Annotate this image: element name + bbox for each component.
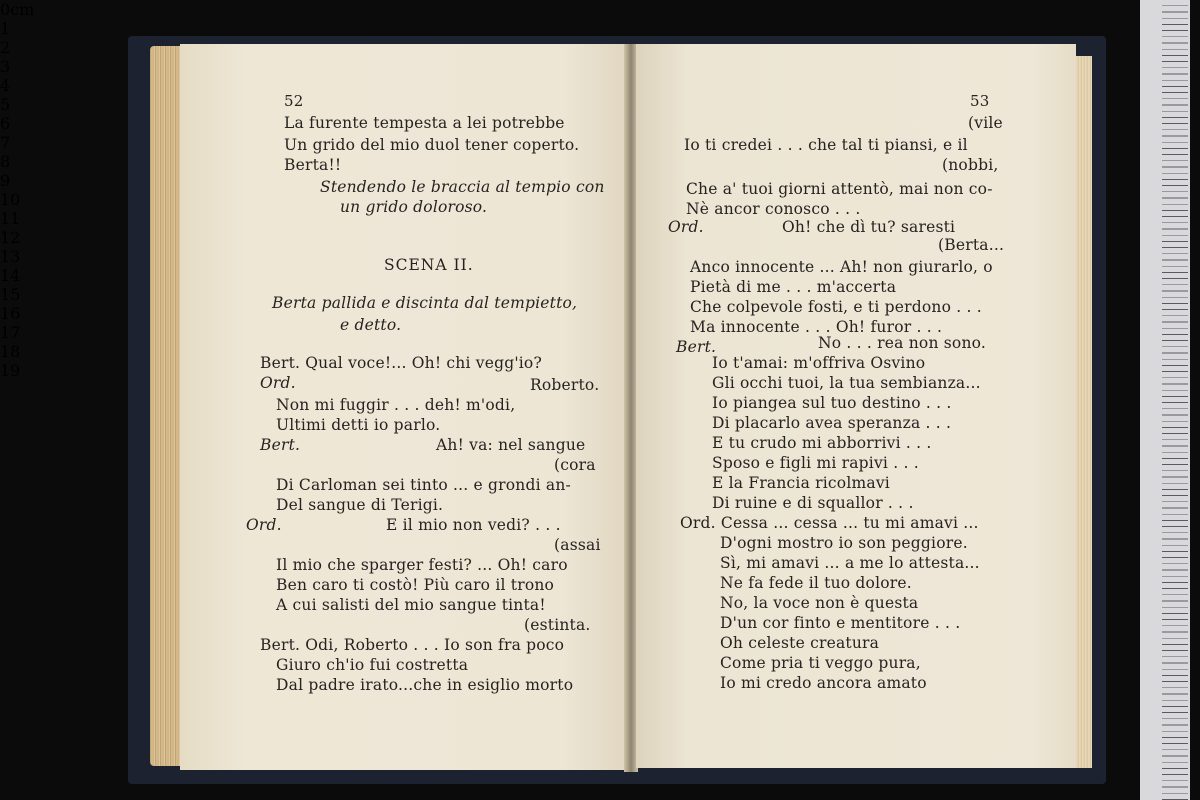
dialogue-line: Anco innocente ... Ah! non giurarlo, o [690,258,993,276]
dialogue-line: Non mi fuggir . . . deh! m'odi, [276,396,516,414]
ruler-label: 0cm [0,0,35,19]
dialogue-line: D'un cor finto e mentitore . . . [720,614,961,632]
dialogue-line: Oh celeste creatura [720,634,880,652]
dialogue-line: Io t'amai: m'offriva Osvino [712,354,926,372]
dialogue-line: (cora [554,456,596,474]
ruler-label: 10 [0,190,21,209]
dialogue-line: Il mio che sparger festi? ... Oh! caro [276,556,568,574]
dialogue-line: Ultimi detti io parlo. [276,416,441,434]
dialogue-line: E il mio non vedi? . . . [386,516,561,534]
dialogue-line: Io piangea sul tuo destino . . . [712,394,952,412]
ruler-label: 4 [0,76,11,95]
ruler-label: 19 [0,361,21,380]
dialogue-line: E tu crudo mi abborrivi . . . [712,434,932,452]
dialogue-line: (estinta. [524,616,591,634]
dialogue-line: (Berta... [938,236,1005,254]
right-page [636,44,1076,768]
dialogue-line: Oh! che dì tu? saresti [782,218,956,236]
dialogue-line: Io mi credo ancora amato [720,674,927,692]
dialogue-line: (nobbi, [942,156,999,174]
dialogue-line: Ne fa fede il tuo dolore. [720,574,912,592]
dialogue-line: Del sangue di Terigi. [276,496,444,514]
ruler-label: 11 [0,209,21,228]
speaker-label: Ord. [260,374,296,392]
page-number: 53 [970,92,990,110]
dialogue-line: Ah! va: nel sangue [436,436,586,454]
page-number: 52 [284,92,304,110]
ruler-label: 2 [0,38,11,57]
dialogue-line: No, la voce non è questa [720,594,919,612]
dialogue-line: Gli occhi tuoi, la tua sembianza... [712,374,981,392]
dialogue-line: Ord. Cessa ... cessa ... tu mi amavi ... [680,514,979,532]
text-line: La furente tempesta a lei potrebbe [284,114,565,132]
dialogue-line: D'ogni mostro io son peggiore. [720,534,968,552]
dialogue-line: Che a' tuoi giorni attentò, mai non co- [686,180,993,198]
ruler-label: 9 [0,171,11,190]
ruler-label: 17 [0,323,21,342]
speaker-label: Ord. [668,218,704,236]
dialogue-line: Di placarlo avea speranza . . . [712,414,952,432]
ruler-label: 13 [0,247,21,266]
measurement-ruler [1140,0,1190,800]
ruler-label: 7 [0,133,11,152]
dialogue-line: E la Francia ricolmavi [712,474,890,492]
dialogue-line: (assai [554,536,601,554]
left-page [180,44,630,770]
ruler-label: 12 [0,228,21,247]
dialogue-line: Di Carloman sei tinto ... e grondi an- [276,476,571,494]
stage-direction: Berta pallida e discinta dal tempietto, [272,294,578,312]
dialogue-line: A cui salisti del mio sangue tinta! [276,596,546,614]
text-line: Berta!! [284,156,342,174]
ruler-scale [1162,0,1188,800]
speaker-label: Bert. [260,436,301,454]
ruler-label: 18 [0,342,21,361]
dialogue-line: (vile [968,114,1003,132]
dialogue-line: Ben caro ti costò! Più caro il trono [276,576,555,594]
dialogue-line: Roberto. [530,376,600,394]
dialogue-line: No . . . rea non sono. [818,334,987,352]
dialogue-line: Dal padre irato...che in esiglio morto [276,676,574,694]
dialogue-line: Sì, mi amavi ... a me lo attesta... [720,554,980,572]
ruler-label: 3 [0,57,11,76]
ruler-label: 16 [0,304,21,323]
ruler-label: 1 [0,19,11,38]
dialogue-line: Giuro ch'io fui costretta [276,656,469,674]
dialogue-line: Come pria ti veggo pura, [720,654,921,672]
ruler-label: 15 [0,285,21,304]
dialogue-line: Pietà di me . . . m'accerta [690,278,897,296]
dialogue-line: Bert. Odi, Roberto . . . Io son fra poco [260,636,565,654]
stage-direction: un grido doloroso. [340,198,488,216]
text-line: Un grido del mio duol tener coperto. [284,136,580,154]
dialogue-line: Nè ancor conosco . . . [686,200,861,218]
dialogue-line: Ma innocente . . . Oh! furor . . . [690,318,943,336]
speaker-label: Bert. [676,338,717,356]
speaker-label: Ord. [246,516,282,534]
dialogue-line: Io ti credei . . . che tal ti piansi, e il [684,136,968,154]
ruler-label: 6 [0,114,11,133]
ruler-label: 5 [0,95,11,114]
dialogue-line: Sposo e figli mi rapivi . . . [712,454,919,472]
stage-direction: Stendendo le braccia al tempio con [320,178,605,196]
dialogue-line: Che colpevole fosti, e ti perdono . . . [690,298,982,316]
ruler-label: 8 [0,152,11,171]
dialogue-line: Di ruine e di squallor . . . [712,494,914,512]
ruler-label: 14 [0,266,21,285]
stage-direction: e detto. [340,316,402,334]
dialogue-line: Bert. Qual voce!... Oh! chi vegg'io? [260,354,542,372]
scene-heading: SCENA II. [384,256,474,274]
